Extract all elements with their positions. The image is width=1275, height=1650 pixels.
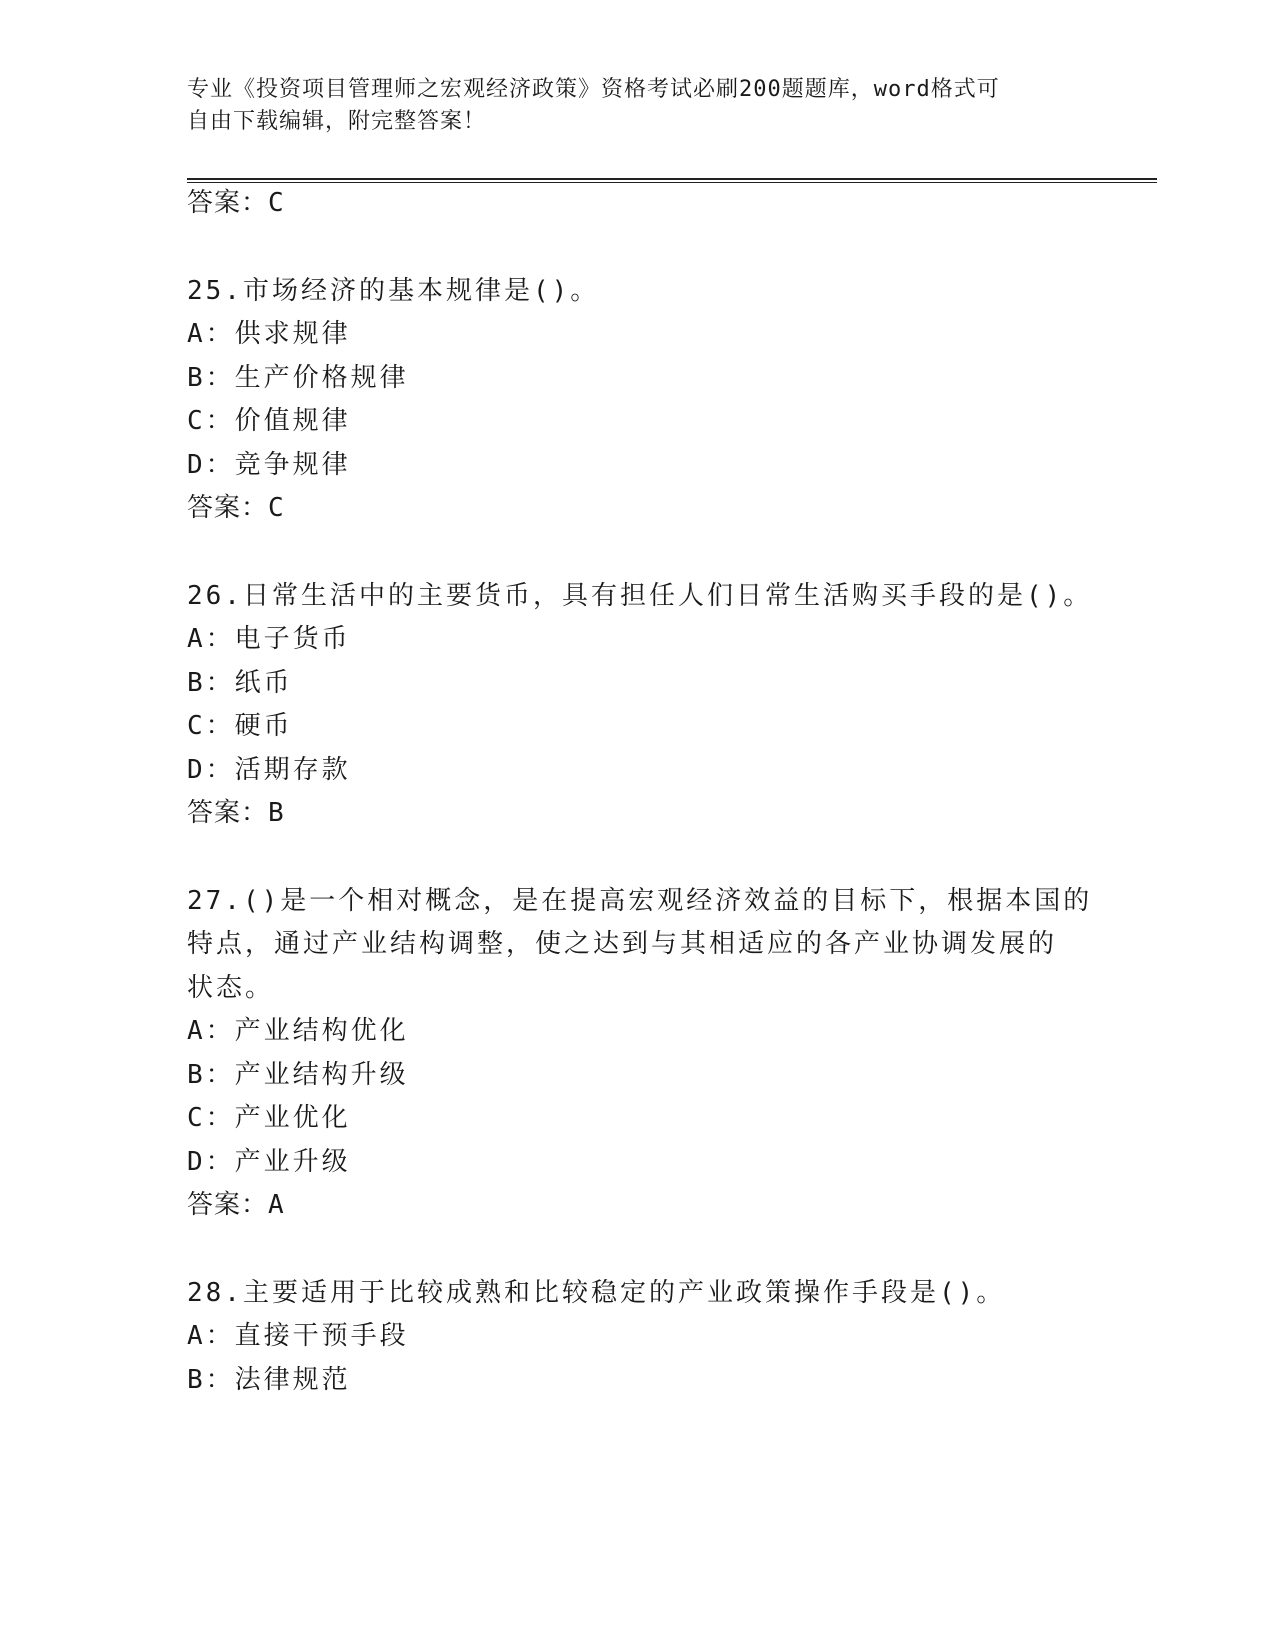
question-stem: 26.日常生活中的主要货币，具有担任人们日常生活购买手段的是()。 bbox=[187, 581, 1093, 611]
option-c: C：产业优化 bbox=[187, 1103, 351, 1133]
header-divider bbox=[187, 178, 1157, 183]
option-d: D：活期存款 bbox=[187, 755, 351, 785]
option-d: D：产业升级 bbox=[187, 1147, 351, 1177]
answer-value: C bbox=[268, 188, 285, 218]
answer-value: B bbox=[268, 798, 285, 828]
header-line-1: 专业《投资项目管理师之宏观经济政策》资格考试必刷200题题库，word格式可 bbox=[187, 77, 1000, 102]
option-c: C：硬币 bbox=[187, 711, 293, 741]
option-a: A：直接干预手段 bbox=[187, 1321, 409, 1351]
answer-label: 答案： bbox=[187, 1190, 269, 1220]
option-b: B：产业结构升级 bbox=[187, 1060, 409, 1090]
answer-label: 答案： bbox=[187, 188, 269, 218]
answer-line bbox=[187, 180, 285, 226]
document-header bbox=[187, 74, 1067, 138]
answer-value: A bbox=[268, 1190, 285, 1220]
answer-line bbox=[187, 790, 285, 836]
answer-label: 答案： bbox=[187, 493, 269, 523]
header-line-2: 自由下载编辑，附完整答案！ bbox=[187, 109, 487, 134]
question-stem-line-3: 状态。 bbox=[187, 973, 275, 1003]
answer-line bbox=[187, 1182, 285, 1228]
question-stem: 28.主要适用于比较成熟和比较稳定的产业政策操作手段是()。 bbox=[187, 1278, 1006, 1308]
option-c: C：价值规律 bbox=[187, 406, 351, 436]
answer-line bbox=[187, 485, 285, 531]
answer-value: C bbox=[268, 493, 285, 523]
option-a: A：供求规律 bbox=[187, 319, 351, 349]
option-a: A：电子货币 bbox=[187, 624, 351, 654]
option-b: B：纸币 bbox=[187, 668, 293, 698]
option-d: D：竞争规律 bbox=[187, 450, 351, 480]
option-b: B：生产价格规律 bbox=[187, 363, 409, 393]
option-a: A：产业结构优化 bbox=[187, 1016, 409, 1046]
answer-label: 答案： bbox=[187, 798, 269, 828]
option-b: B：法律规范 bbox=[187, 1365, 351, 1395]
question-stem: 25.市场经济的基本规律是()。 bbox=[187, 276, 600, 306]
question-stem-line-2: 特点，通过产业结构调整，使之达到与其相适应的各产业协调发展的 bbox=[187, 929, 1058, 959]
question-stem-line-1: 27.()是一个相对概念，是在提高宏观经济效益的目标下，根据本国的 bbox=[187, 886, 1093, 916]
